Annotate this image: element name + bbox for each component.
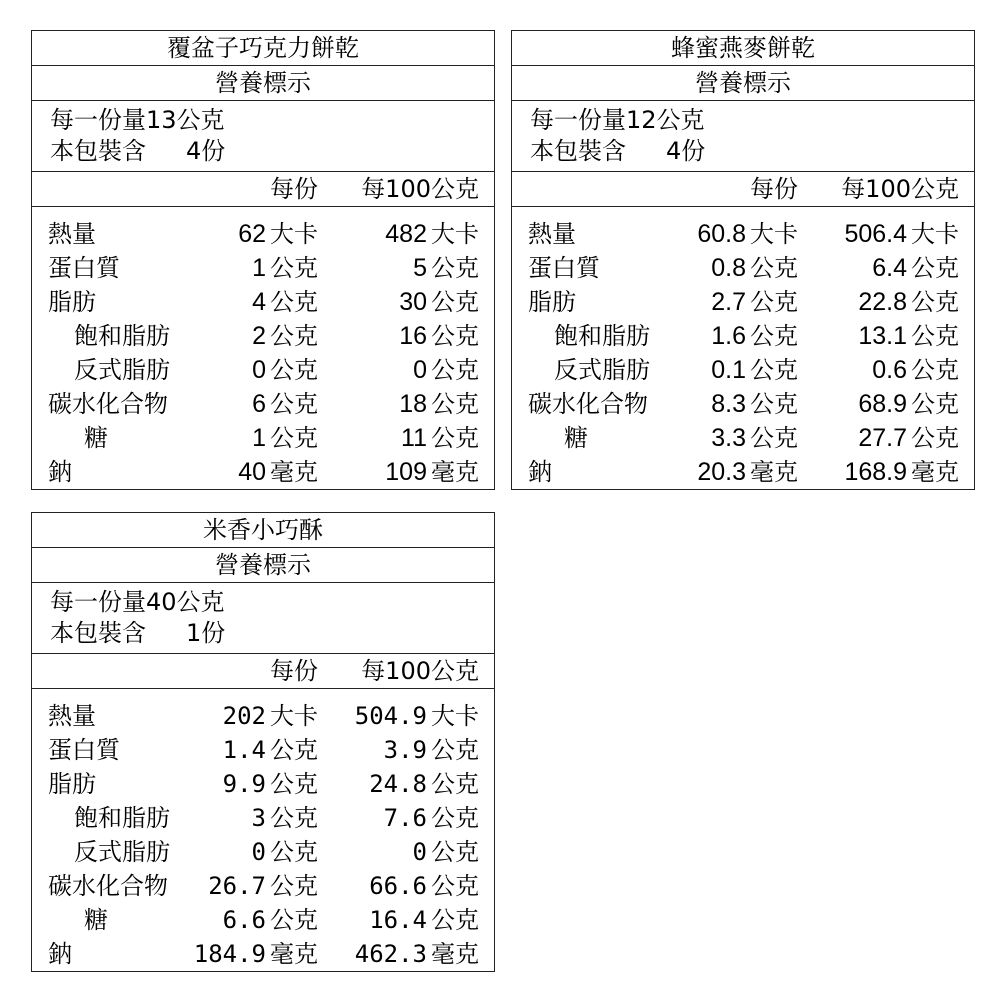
nutrition-panel <box>511 30 975 490</box>
per-100g-value: 6.4 公克 <box>872 254 959 282</box>
nutrient-label: 鈉 <box>528 458 552 486</box>
per-100g-value: 5 公克 <box>413 254 479 282</box>
nutrient-row-saturated-fat <box>32 319 494 353</box>
per-100g-value: 27.7 公克 <box>858 424 959 452</box>
per-100g-value: 30 公克 <box>399 288 479 316</box>
per-100g-value: 16 公克 <box>399 322 479 350</box>
per-serving-value: 20.3 毫克 <box>697 458 798 486</box>
package-value: 4份 <box>666 137 706 165</box>
per-100g-value: 506.4 大卡 <box>844 220 959 248</box>
nutrient-row-sugar <box>32 421 494 455</box>
per-serving-value: 2.7 公克 <box>711 288 798 316</box>
nutrient-row-trans-fat <box>32 353 494 387</box>
nutrition-heading: 營養標示 <box>512 66 974 101</box>
per-serving-value: 3 公克 <box>251 804 318 832</box>
column-header <box>32 654 494 689</box>
per-serving-value: 1.6 公克 <box>711 322 798 350</box>
nutrient-row-saturated-fat <box>512 319 974 353</box>
nutrient-row-carbohydrate <box>32 869 494 903</box>
nutrient-row-sodium <box>32 937 494 971</box>
per-serving-value: 4 公克 <box>252 288 318 316</box>
per-100g-value: 66.6 公克 <box>369 872 479 900</box>
nutrition-panel <box>31 30 495 490</box>
nutrient-label: 蛋白質 <box>528 254 600 282</box>
per-100g-value: 7.6 公克 <box>383 804 479 832</box>
nutrient-label: 鈉 <box>48 940 72 968</box>
nutrient-row-calories <box>512 217 974 251</box>
product-title: 覆盆子巧克力餅乾 <box>32 31 494 66</box>
per-serving-value: 0.8 公克 <box>711 254 798 282</box>
per-100g-value: 0.6 公克 <box>872 356 959 384</box>
per-serving-value: 26.7 公克 <box>208 872 318 900</box>
column-header <box>32 172 494 207</box>
nutrient-label: 碳水化合物 <box>48 390 168 418</box>
per-serving-value: 1.4 公克 <box>222 736 318 764</box>
per-100g-header: 每100公克 <box>361 657 479 685</box>
serving-info <box>32 101 494 172</box>
nutrient-label: 糖 <box>84 424 108 452</box>
package-label: 本包裝含 <box>50 137 146 165</box>
per-serving-header: 每份 <box>750 175 798 203</box>
nutrient-label: 熱量 <box>48 220 96 248</box>
nutrient-row-sodium <box>32 455 494 489</box>
nutrient-label: 碳水化合物 <box>528 390 648 418</box>
per-100g-value: 109 毫克 <box>385 458 479 486</box>
nutrient-row-carbohydrate <box>32 387 494 421</box>
nutrient-row-saturated-fat <box>32 801 494 835</box>
nutrient-row-fat <box>512 285 974 319</box>
product-title: 蜂蜜燕麥餅乾 <box>512 31 974 66</box>
serving-size-value: 13公克 <box>146 106 225 134</box>
package-label: 本包裝含 <box>530 137 626 165</box>
per-serving-value: 1 公克 <box>252 254 318 282</box>
per-serving-value: 0 公克 <box>251 838 318 866</box>
serving-size-value: 12公克 <box>626 106 705 134</box>
nutrient-label: 反式脂肪 <box>554 356 650 384</box>
nutrition-heading: 營養標示 <box>32 66 494 101</box>
per-100g-value: 16.4 公克 <box>369 906 479 934</box>
nutrient-label: 脂肪 <box>528 288 576 316</box>
per-serving-header: 每份 <box>270 175 318 203</box>
nutrient-row-trans-fat <box>32 835 494 869</box>
nutrient-label: 蛋白質 <box>48 736 120 764</box>
per-100g-value: 13.1 公克 <box>858 322 959 350</box>
nutrient-label: 糖 <box>84 906 108 934</box>
nutrient-label: 脂肪 <box>48 288 96 316</box>
nutrient-row-protein <box>512 251 974 285</box>
nutrient-rows <box>32 689 494 971</box>
per-100g-value: 3.9 公克 <box>383 736 479 764</box>
nutrient-row-protein <box>32 733 494 767</box>
per-100g-value: 24.8 公克 <box>369 770 479 798</box>
per-serving-value: 40 毫克 <box>238 458 318 486</box>
column-header <box>512 172 974 207</box>
per-100g-value: 0 公克 <box>413 356 479 384</box>
nutrient-label: 飽和脂肪 <box>74 322 170 350</box>
nutrient-label: 熱量 <box>528 220 576 248</box>
per-100g-value: 462.3 毫克 <box>354 940 479 968</box>
per-100g-value: 11 公克 <box>401 424 479 452</box>
package-value: 4份 <box>186 137 226 165</box>
per-100g-value: 168.9 毫克 <box>844 458 959 486</box>
per-serving-value: 202 大卡 <box>222 702 318 730</box>
nutrient-row-trans-fat <box>512 353 974 387</box>
nutrition-panel <box>31 512 495 972</box>
nutrient-row-protein <box>32 251 494 285</box>
nutrient-label: 飽和脂肪 <box>74 804 170 832</box>
nutrient-label: 脂肪 <box>48 770 96 798</box>
per-serving-value: 8.3 公克 <box>711 390 798 418</box>
nutrient-label: 鈉 <box>48 458 72 486</box>
per-serving-value: 2 公克 <box>252 322 318 350</box>
nutrient-row-calories <box>32 699 494 733</box>
nutrient-row-sugar <box>32 903 494 937</box>
nutrient-row-sodium <box>512 455 974 489</box>
per-serving-value: 3.3 公克 <box>711 424 798 452</box>
nutrient-label: 熱量 <box>48 702 96 730</box>
serving-size-label: 每一份量 <box>530 106 626 134</box>
nutrient-row-fat <box>32 767 494 801</box>
package-label: 本包裝含 <box>50 619 146 647</box>
nutrient-row-calories <box>32 217 494 251</box>
per-100g-value: 68.9 公克 <box>858 390 959 418</box>
nutrient-label: 蛋白質 <box>48 254 120 282</box>
per-serving-value: 0.1 公克 <box>711 356 798 384</box>
per-serving-value: 62 大卡 <box>238 220 318 248</box>
per-serving-value: 9.9 公克 <box>222 770 318 798</box>
per-100g-value: 482 大卡 <box>385 220 479 248</box>
nutrient-row-carbohydrate <box>512 387 974 421</box>
per-serving-value: 6.6 公克 <box>222 906 318 934</box>
serving-size-label: 每一份量 <box>50 106 146 134</box>
per-serving-value: 0 公克 <box>252 356 318 384</box>
nutrition-heading: 營養標示 <box>32 548 494 583</box>
per-serving-value: 184.9 毫克 <box>193 940 318 968</box>
per-100g-value: 18 公克 <box>399 390 479 418</box>
serving-info <box>512 101 974 172</box>
nutrient-label: 碳水化合物 <box>48 872 168 900</box>
per-100g-value: 504.9 大卡 <box>354 702 479 730</box>
serving-size-value: 40公克 <box>146 588 225 616</box>
nutrient-rows <box>32 207 494 489</box>
nutrient-label: 糖 <box>564 424 588 452</box>
per-serving-value: 60.8 大卡 <box>697 220 798 248</box>
package-value: 1份 <box>186 619 226 647</box>
serving-size-label: 每一份量 <box>50 588 146 616</box>
nutrient-row-sugar <box>512 421 974 455</box>
per-100g-value: 0 公克 <box>412 838 479 866</box>
per-100g-value: 22.8 公克 <box>858 288 959 316</box>
per-serving-value: 6 公克 <box>252 390 318 418</box>
nutrient-label: 飽和脂肪 <box>554 322 650 350</box>
per-serving-value: 1 公克 <box>252 424 318 452</box>
nutrient-label: 反式脂肪 <box>74 838 170 866</box>
nutrient-row-fat <box>32 285 494 319</box>
product-title: 米香小巧酥 <box>32 513 494 548</box>
nutrient-rows <box>512 207 974 489</box>
per-100g-header: 每100公克 <box>361 175 479 203</box>
per-100g-header: 每100公克 <box>841 175 959 203</box>
per-serving-header: 每份 <box>270 657 318 685</box>
serving-info <box>32 583 494 654</box>
nutrient-label: 反式脂肪 <box>74 356 170 384</box>
